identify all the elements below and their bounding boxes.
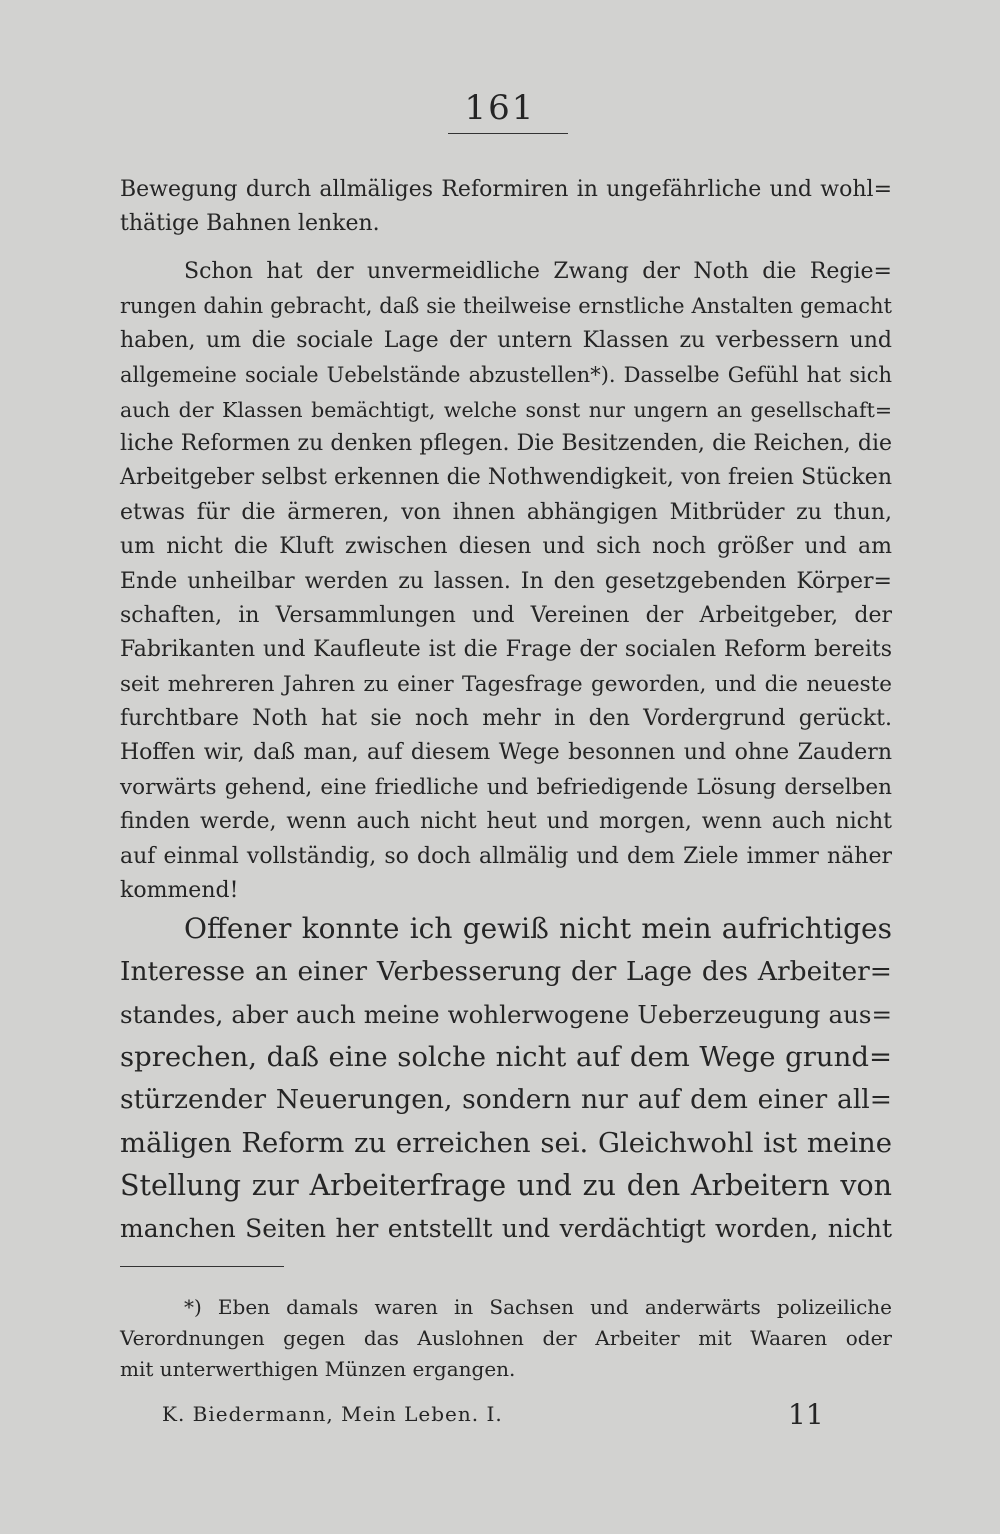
text-line: haben, um die sociale Lage der untern Klassen zu verbessern und xyxy=(120,327,892,353)
footnote xyxy=(120,1292,892,1385)
text-line: Hoffen wir, daß man, auf diesem Wege besonnen und ohne Zaudern xyxy=(120,740,892,766)
text-line: Offener konnte ich gewiß nicht mein aufrichtiges xyxy=(184,912,892,945)
text-line: etwas für die ärmeren, von ihnen abhängigen Mitbrüder zu thun, xyxy=(120,499,892,525)
footnote-line: mit unterwerthigen Münzen ergangen. xyxy=(120,1357,516,1381)
text-line: Interesse an einer Verbesserung der Lage des Arbeiter= xyxy=(120,955,892,987)
paragraph-3 xyxy=(120,908,892,1250)
text-line: liche Reformen zu denken pflegen. Die Besitzenden, die Reichen, die xyxy=(120,430,892,456)
text-line: seit mehreren Jahren zu einer Tagesfrage geworden, und die neueste xyxy=(120,671,892,697)
text-line: Fabrikanten und Kaufleute ist die Frage der socialen Reform bereits xyxy=(120,637,892,663)
printer-signature: K. Biedermann, Mein Leben. I. xyxy=(162,1402,503,1426)
paragraph-1 xyxy=(120,173,892,242)
text-line: rungen dahin gebracht, daß sie theilweise ernstliche Anstalten gemacht xyxy=(120,294,892,319)
text-line: stürzender Neuerungen, sondern nur auf dem einer all= xyxy=(120,1084,892,1116)
text-line: auf einmal vollständig, so doch allmälig und dem Ziele immer näher xyxy=(120,843,892,869)
text-line: Stellung zur Arbeiterfrage und zu den Arbeitern von xyxy=(120,1168,892,1202)
text-line: Schon hat der unvermeidliche Zwang der Noth die Regie= xyxy=(184,259,892,284)
text-line: allgemeine sociale Uebelstände abzustellen*). Dasselbe Gefühl hat sich xyxy=(120,363,892,388)
text-line: manchen Seiten her entstellt und verdächtigt worden, nicht xyxy=(120,1213,892,1243)
text-line: mäligen Reform zu erreichen sei. Gleichwohl ist meine xyxy=(120,1126,892,1159)
text-line: Bewegung durch allmäliges Reformiren in ungefährliche und wohl= xyxy=(120,177,892,202)
text-line: um nicht die Kluft zwischen diesen und sich noch größer und am xyxy=(120,534,892,560)
header-rule xyxy=(448,133,568,134)
text-line: Ende unheilbar werden zu lassen. In den gesetzgebenden Körper= xyxy=(120,568,892,594)
text-line: auch der Klassen bemächtigt, welche sonst nur ungern an gesellschaft= xyxy=(120,397,892,422)
text-line: vorwärts gehend, eine friedliche und befriedigende Lösung derselben xyxy=(120,774,892,800)
footnote-line: *) Eben damals waren in Sachsen und anderwärts polizeiliche xyxy=(184,1295,892,1319)
text-line: Arbeitgeber selbst erkennen die Nothwendigkeit, von freien Stücken xyxy=(120,465,892,491)
text-line: furchtbare Noth hat sie noch mehr in den Vordergrund gerückt. xyxy=(120,706,892,732)
text-line: sprechen, daß eine solche nicht auf dem Wege grund= xyxy=(120,1041,892,1074)
paragraph-2 xyxy=(120,255,892,908)
sheet-number: 11 xyxy=(788,1398,824,1431)
text-line: kommend! xyxy=(120,878,239,904)
footnote-rule xyxy=(120,1266,284,1267)
text-line: standes, aber auch meine wohlerwogene Ueberzeugung aus= xyxy=(120,999,892,1029)
text-line: schaften, in Versammlungen und Vereinen der Arbeitgeber, der xyxy=(120,602,892,628)
page-number: 161 xyxy=(464,88,536,128)
text-line: finden werde, wenn auch nicht heut und morgen, wenn auch nicht xyxy=(120,809,892,835)
footnote-line: Verordnungen gegen das Auslohnen der Arbeiter mit Waaren oder xyxy=(120,1326,892,1350)
text-line: thätige Bahnen lenken. xyxy=(120,211,380,237)
